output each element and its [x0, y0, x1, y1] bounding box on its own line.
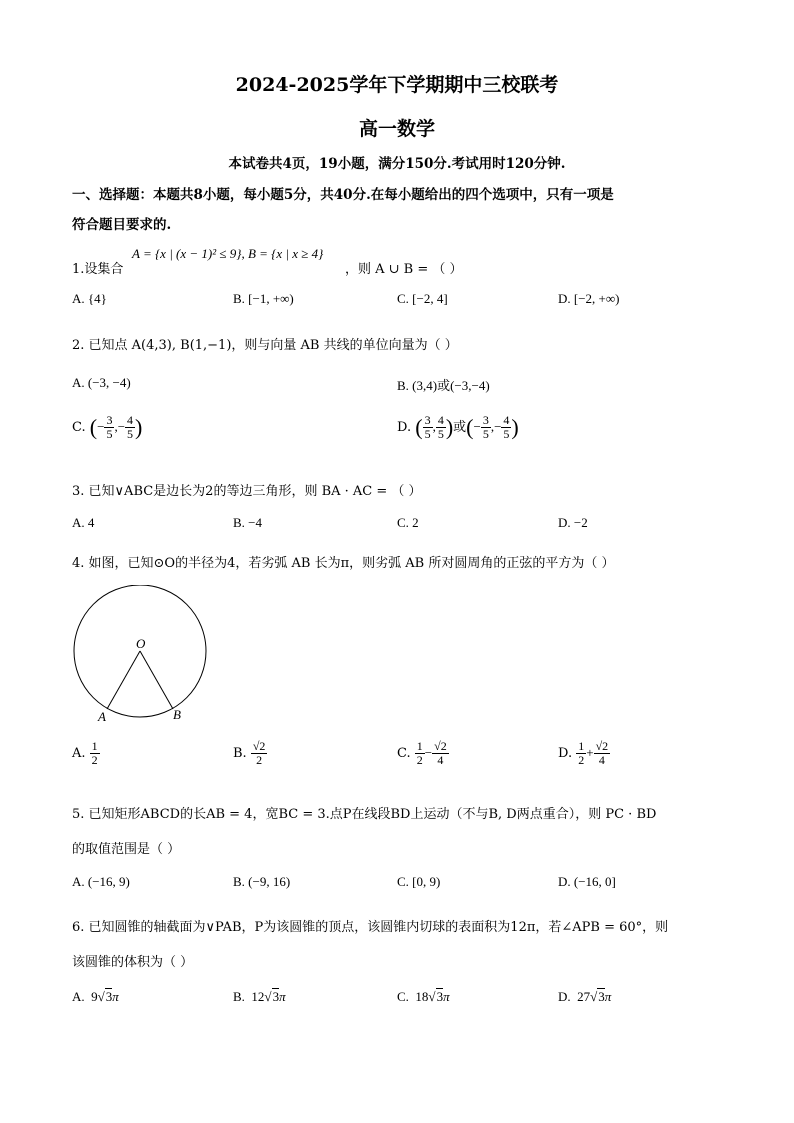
minus-sign: − [97, 419, 105, 434]
q2-option-c-label: C. [72, 420, 86, 435]
q5-option-c: C. [0, 9) [397, 874, 441, 889]
q5-line2: 的取值范围是（ ） [72, 842, 181, 857]
q5-option-d: D. (−16, 0] [558, 874, 616, 889]
label-o: O [136, 636, 146, 651]
fraction: $\frac{4}{5}$ [437, 413, 444, 441]
section-heading-line1: 一、选择题：本题共8小题，每小题5分，共40分.在每小题给出的四个选项中，只有一项是 [72, 187, 614, 203]
q6-option-b: B. 12√3π [233, 989, 286, 1004]
q2-option-b: B. (3,4)或(−3,−4) [397, 378, 490, 393]
q2-text: 2. 已知点 A(4,3), B(1,−1)，则与向量 AB 共线的单位向量为（ ） [72, 338, 458, 353]
q6-line2: 该圆锥的体积为（ ） [72, 955, 194, 970]
fraction: $\frac{4}{5}$ [127, 413, 134, 441]
q5-line1: 5. 已知矩形ABCD的长AB = 4，宽BC = 3.点P在线段BD上运动（不与B, D两点重合），则 PC · BD [72, 807, 657, 822]
radius-oa [107, 651, 140, 709]
exam-title: 2024-2025学年下学期期中三校联考 [235, 74, 559, 96]
q1-option-c: C. [−2, 4] [397, 291, 448, 306]
q4-option-b: B. $\frac{√2}{2}$ [233, 739, 266, 767]
q4-text: 4. 如图，已知⊙O的半径为4，若劣弧 AB 长为π，则劣弧 AB 所对圆周角的正弦的平方为（ ） [72, 556, 615, 571]
q2-option-d: D. ( $\frac{3}{5}$ , $\frac{4}{5}$ )或(− $\frac{3}{5}$ ,− $\frac{4}{5}$ ) [397, 413, 519, 441]
q1-number: 1.设集合 [72, 262, 124, 277]
fraction: $\frac{3}{5}$ [106, 413, 113, 441]
q4-option-a: A. $\frac{1}{2}$ [72, 739, 98, 767]
q2-option-c: C. (− $\frac{3}{5}$ ,− $\frac{4}{5}$ ) [72, 413, 143, 441]
label-b: B [173, 707, 181, 722]
q5-option-a: A. (−16, 9) [72, 874, 130, 889]
q6-option-a: A. 9√3π [72, 989, 119, 1004]
q3-text: 3. 已知∨ABC是边长为2的等边三角形，则 BA · AC = （ ） [72, 484, 422, 499]
radius-ob [140, 651, 173, 709]
q1-option-b: B. [−1, +∞) [233, 291, 294, 306]
exam-info: 本试卷共4页，19小题，满分150分.考试用时120分钟. [228, 156, 566, 172]
subject-title: 高一数学 [358, 118, 435, 140]
q6-option-d: D. 27√3π [558, 989, 612, 1004]
q1-option-d: D. [−2, +∞) [558, 291, 620, 306]
circle-figure [70, 585, 210, 725]
q4-option-c: C. $\frac{1}{2}$ − $\frac{√2}{4}$ [397, 739, 447, 767]
q6-option-c: C. 18√3π [397, 989, 450, 1004]
fraction: $\frac{3}{5}$ [482, 413, 489, 441]
q3-option-a: A. 4 [72, 515, 95, 530]
label-a: A [98, 709, 106, 724]
q4-option-d: D. $\frac{1}{2}$ + $\frac{√2}{4}$ [558, 739, 609, 767]
q3-option-c: C. 2 [397, 515, 419, 530]
q2-option-a: A. (−3, −4) [72, 375, 131, 390]
q1-option-a: A. {4} [72, 291, 107, 306]
q6-line1: 6. 已知圆锥的轴截面为∨PAB，P为该圆锥的顶点，该圆锥内切球的表面积为12π，若∠APB = 60°，则 [72, 920, 669, 935]
q3-option-b: B. −4 [233, 515, 263, 530]
q2-option-d-label: D. [397, 420, 412, 435]
fraction: $\frac{4}{5}$ [503, 413, 510, 441]
section-heading-line2: 符合题目要求的. [72, 217, 172, 233]
q5-option-b: B. (−9, 16) [233, 874, 291, 889]
q1-tail: ，则 A ∪ B = （ ） [345, 262, 463, 277]
q3-option-d: D. −2 [558, 515, 588, 530]
fraction: $\frac{3}{5}$ [424, 413, 431, 441]
q1-expression: A = {x | (x − 1)² ≤ 9}, B = {x | x ≥ 4} [132, 246, 324, 261]
